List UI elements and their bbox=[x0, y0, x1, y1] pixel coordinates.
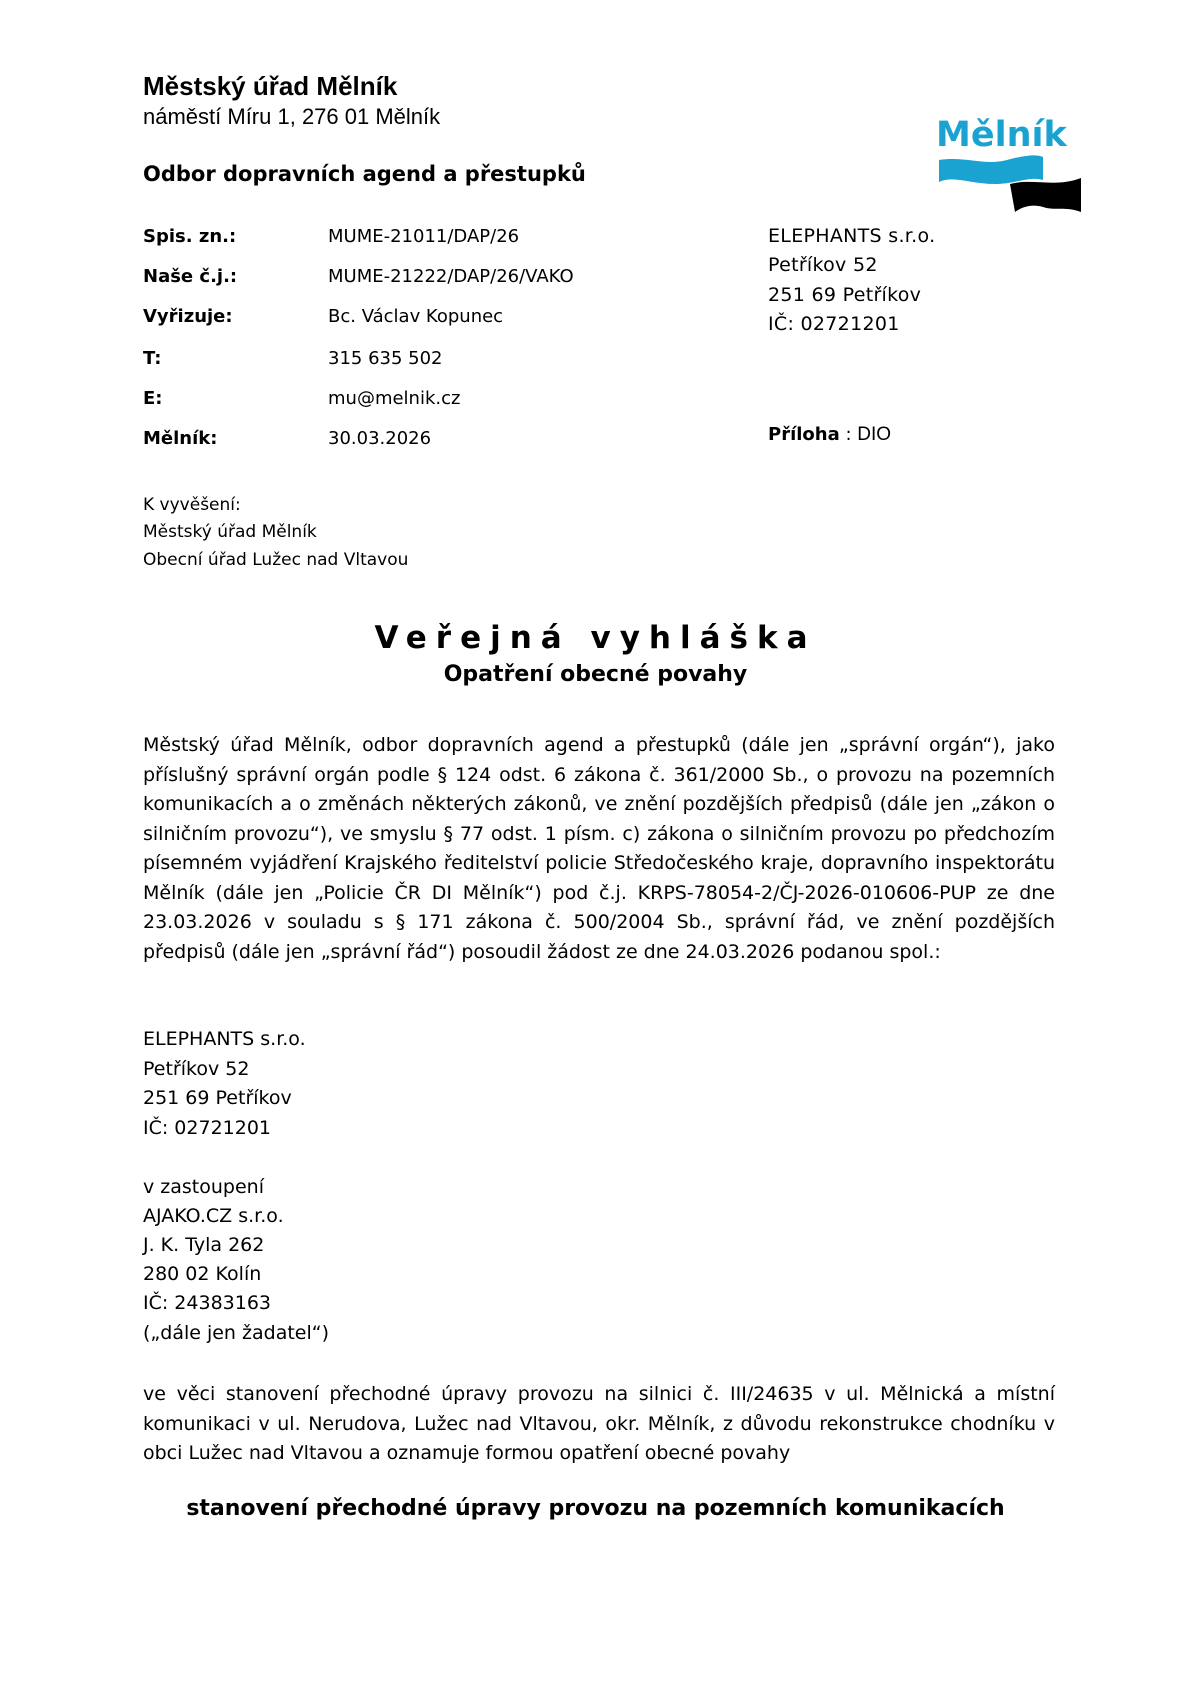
closing-heading: stanovení přechodné úpravy provozu na pozemních komunikacích bbox=[186, 1496, 1005, 1521]
phone-value: 315 635 502 bbox=[328, 348, 443, 369]
representative-line: („dále jen žadatel“) bbox=[143, 1322, 330, 1344]
representative-line: v zastoupení bbox=[143, 1176, 264, 1198]
recipient-line: 251 69 Petříkov bbox=[768, 284, 922, 306]
recipient-line: Petříkov 52 bbox=[768, 254, 878, 276]
applicant-line: Petříkov 52 bbox=[143, 1058, 250, 1080]
body-paragraph: Městský úřad Mělník, odbor dopravních agend a přestupků (dále jen „správní orgán“), jako příslušný správní orgán podle § 124 odst. 6 zákona č. 361/2000 Sb., o provozu na pozemních komunikacích a o změnách některých zákonů, ve znění pozdějších předpisů (dále jen „zákon o silničním provozu“), ve smyslu § 77 odst. 1 písm. c) zákona o silničním provozu po předchozím písemném vyjádření Krajského ředitelství policie Středočeského kraje, dopravního inspektorátu Mělník (dále jen „Policie ČR DI Mělník“) pod č.j. KRPS-78054-2/ČJ-2026-010606-PUP ze dne 23.03.2026 v souladu s § 171 zákona č. 500/2004 Sb., správní řád, ve znění pozdějších předpisů (dále jen „správní řád“) posoudil žádost ze dne 24.03.2026 podanou spol.: bbox=[143, 734, 1055, 963]
office-address: náměstí Míru 1, 276 01 Mělník bbox=[143, 104, 441, 129]
posting-line: K vyvěšení: bbox=[143, 495, 241, 515]
handled-by-value: Bc. Václav Kopunec bbox=[328, 306, 504, 327]
representative-line: AJAKO.CZ s.r.o. bbox=[143, 1205, 284, 1227]
office-name: Městský úřad Mělník bbox=[143, 71, 398, 101]
file-number-value: MUME-21011/DAP/26 bbox=[328, 226, 520, 247]
logo-text: Mělník bbox=[936, 115, 1067, 155]
representative-line: 280 02 Kolín bbox=[143, 1263, 262, 1285]
recipient-line: IČ: 02721201 bbox=[768, 313, 900, 335]
handled-by-label: Vyřizuje: bbox=[143, 306, 233, 327]
reference-number-label: Naše č.j.: bbox=[143, 266, 238, 287]
file-number-label: Spis. zn.: bbox=[143, 226, 237, 247]
date-value: 30.03.2026 bbox=[328, 428, 432, 449]
email-value: mu@melnik.cz bbox=[328, 388, 461, 409]
representative-line: IČ: 24383163 bbox=[143, 1292, 272, 1314]
city-logo-graphic bbox=[935, 112, 1085, 222]
phone-label: T: bbox=[143, 348, 162, 369]
email-label: E: bbox=[143, 388, 163, 409]
document-subtitle: Opatření obecné povahy bbox=[443, 662, 748, 687]
applicant-line: ELEPHANTS s.r.o. bbox=[143, 1028, 306, 1050]
posting-line: Obecní úřad Lužec nad Vltavou bbox=[143, 550, 409, 570]
recipient-line: ELEPHANTS s.r.o. bbox=[768, 225, 936, 247]
attachment-separator: : bbox=[845, 424, 852, 445]
attachment-label: Příloha bbox=[768, 424, 840, 445]
document-title: Veřejná vyhláška bbox=[374, 620, 817, 656]
department-name: Odbor dopravních agend a přestupků bbox=[143, 162, 586, 186]
body-paragraph: ve věci stanovení přechodné úpravy provozu na silnici č. III/24635 v ul. Mělnická a místní komunikaci v ul. Nerudova, Lužec nad Vltavou, okr. Mělník, z důvodu rekonstrukce chodníku v obci Lužec nad Vltavou a oznamuje formou opatření obecné povahy bbox=[143, 1383, 1055, 1464]
attachment bbox=[768, 424, 891, 446]
logo-wave-black bbox=[1010, 178, 1081, 212]
logo-wave-blue bbox=[939, 155, 1043, 184]
representative-line: J. K. Tyla 262 bbox=[143, 1234, 265, 1256]
place-label: Mělník: bbox=[143, 428, 218, 449]
posting-line: Městský úřad Mělník bbox=[143, 522, 317, 542]
city-logo bbox=[935, 112, 1085, 222]
applicant-line: 251 69 Petříkov bbox=[143, 1087, 292, 1109]
reference-number-value: MUME-21222/DAP/26/VAKO bbox=[328, 266, 574, 287]
attachment-value: DIO bbox=[857, 424, 892, 445]
applicant-line: IČ: 02721201 bbox=[143, 1117, 272, 1139]
